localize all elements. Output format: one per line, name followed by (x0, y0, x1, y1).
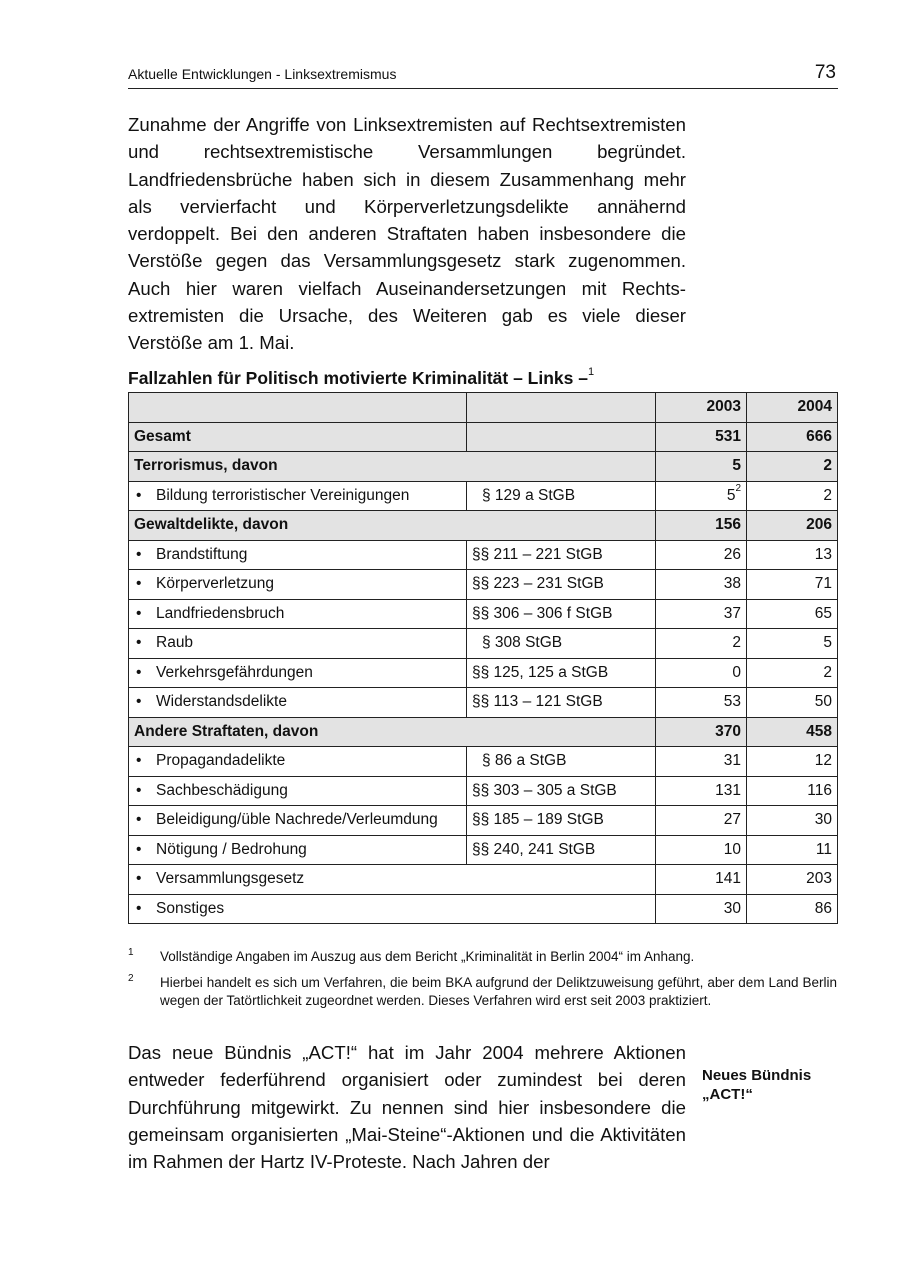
other-offences-group-row (129, 717, 838, 747)
item-2003 (656, 688, 747, 718)
item-label: • Landfriedensbruch (129, 599, 467, 629)
item-2003 (656, 806, 747, 836)
footnote-text: Hierbei handelt es sich um Verfahren, die beim BKA aufgrund der Deliktzuweisung geführt, aber dem Land Berlin wegen der Tatörtlichkeit zugeordnet werden. Dieses Verfahren wird erst seit 2003 praktiziert. (160, 975, 837, 1008)
item-label: • Raub (129, 629, 467, 659)
statistics-table (128, 392, 838, 924)
item-2003: 30 (656, 894, 747, 924)
item-2004: 11 (747, 835, 838, 865)
margin-note-line2: „ACT!“ (702, 1086, 753, 1103)
item-2003 (656, 540, 747, 570)
item-2003-value: 5 (726, 486, 736, 504)
item-label: • Verkehrsgefährdungen (129, 658, 467, 688)
table-row (129, 481, 838, 511)
item-2003: 141 (656, 865, 747, 895)
table-row (129, 835, 838, 865)
group-label: Gewaltdelikte, davon (129, 511, 656, 541)
terrorism-group-row (129, 452, 838, 482)
group-label: Terrorismus, davon (129, 452, 656, 482)
table-row (129, 776, 838, 806)
item-2003-value: 0 (732, 663, 741, 681)
table-row (129, 540, 838, 570)
footnote-mark: 1 (128, 947, 134, 958)
footnote-2 (128, 974, 837, 1010)
item-law: §§ 125, 125 a StGB (467, 658, 656, 688)
item-label: • Brandstiftung (129, 540, 467, 570)
item-2004: 2 (747, 658, 838, 688)
table-row (129, 658, 838, 688)
item-2003 (656, 570, 747, 600)
year-2003-header: 2003 (656, 393, 747, 423)
footnote-text: Vollständige Angaben im Auszug aus dem Bericht „Kriminalität in Berlin 2004“ im Anhang. (160, 949, 695, 964)
item-2004: 71 (747, 570, 838, 600)
violence-group-row (129, 511, 838, 541)
table-caption-text: Fallzahlen für Politisch motivierte Kriminalität – Links – (128, 368, 588, 388)
table-row (129, 629, 838, 659)
total-2004: 666 (747, 422, 838, 452)
item-2003-value: 53 (723, 693, 741, 711)
margin-note-line1: Neues Bündnis (702, 1067, 812, 1084)
item-label: • Widerstandsdelikte (129, 688, 467, 718)
item-2003-value: 131 (715, 781, 741, 799)
item-label: • Propagandadelikte (129, 747, 467, 777)
item-label: • Versammlungsgesetz (129, 865, 656, 895)
total-2003: 531 (656, 422, 747, 452)
item-law: § 86 a StGB (467, 747, 656, 777)
year-2004-header: 2004 (747, 393, 838, 423)
item-law: §§ 303 – 305 a StGB (467, 776, 656, 806)
item-law: §§ 185 – 189 StGB (467, 806, 656, 836)
item-2004: 2 (747, 481, 838, 511)
item-law: §§ 223 – 231 StGB (467, 570, 656, 600)
table-row (129, 688, 838, 718)
item-2003-value: 38 (723, 575, 741, 593)
caption-footnote-ref: 1 (587, 366, 595, 378)
group-2004: 458 (747, 717, 838, 747)
item-law: § 129 a StGB (467, 481, 656, 511)
item-2003-value: 26 (723, 545, 741, 563)
table-row (129, 806, 838, 836)
item-2004: 116 (747, 776, 838, 806)
table-row (129, 747, 838, 777)
total-label: Gesamt (129, 422, 467, 452)
item-2004: 30 (747, 806, 838, 836)
header-cell-empty (467, 393, 656, 423)
item-2003 (656, 776, 747, 806)
margin-note (702, 1066, 811, 1104)
item-label: • Nötigung / Bedrohung (129, 835, 467, 865)
item-2003 (656, 658, 747, 688)
item-2003-value: 2 (732, 634, 741, 652)
group-2003: 5 (656, 452, 747, 482)
item-2003 (656, 629, 747, 659)
item-label: • Körperverletzung (129, 570, 467, 600)
footnote-1 (128, 948, 837, 966)
body-paragraph-2: Das neue Bündnis „ACT!“ hat im Jahr 2004 mehrere Aktionen entweder federführend organisiert oder zumindest bei deren Durchführung mitgewirkt. Zu nennen sind hier insbesondere die gemeinsam organisierten „Mai-Steine“-Aktionen und die Aktivitäten im Rahmen der Hartz IV-Proteste. Nach Jahren der (128, 1042, 686, 1173)
item-2003-value: 31 (723, 752, 741, 770)
running-header (128, 62, 838, 89)
total-law-empty (467, 422, 656, 452)
item-2004: 203 (747, 865, 838, 895)
table-header-row (129, 393, 838, 423)
table-row (129, 570, 838, 600)
group-2003: 156 (656, 511, 747, 541)
item-law: §§ 211 – 221 StGB (467, 540, 656, 570)
group-label: Andere Straftaten, davon (129, 717, 656, 747)
table-row (129, 894, 838, 924)
item-2003 (656, 481, 747, 511)
group-2003: 370 (656, 717, 747, 747)
item-2003-value: 37 (723, 604, 741, 622)
item-law: § 308 StGB (467, 629, 656, 659)
item-2004: 5 (747, 629, 838, 659)
group-2004: 2 (747, 452, 838, 482)
item-label: • Bildung terroristischer Vereinigungen (129, 481, 467, 511)
body-paragraph-1: Zunahme der Angriffe von Linksextremisten auf Rechtsextremisten und rechtsextremistische Versammlungen begründet. Landfriedensbrüche haben sich in diesem Zusammenhang mehr als vervierfacht und Körperverletzungsdelikte annähernd verdoppelt. Bei den anderen Straftaten haben insbesondere die Verstöße gegen das Versammlungsgesetz stark zugenommen. Auch hier waren vielfach Auseinandersetzungen mit Rechtsextremisten die Ursache, des Weiteren gab es viele dieser Verstöße am 1. Mai. (128, 114, 686, 354)
item-2004: 13 (747, 540, 838, 570)
item-law: §§ 306 – 306 f StGB (467, 599, 656, 629)
footnote-mark: 2 (128, 973, 134, 984)
item-2003-value: 10 (723, 840, 741, 858)
table-caption (128, 368, 594, 389)
item-label: • Sachbeschädigung (129, 776, 467, 806)
item-label: • Sonstiges (129, 894, 656, 924)
item-2004: 86 (747, 894, 838, 924)
item-2003 (656, 599, 747, 629)
header-title: Aktuelle Entwicklungen - Linksextremismus (128, 66, 397, 82)
table-row (129, 865, 838, 895)
header-cell-empty (129, 393, 467, 423)
item-2003-value: 27 (723, 811, 741, 829)
group-2004: 206 (747, 511, 838, 541)
page-number: 73 (814, 62, 836, 83)
table-row (129, 599, 838, 629)
item-label: • Beleidigung/üble Nachrede/Verleumdung (129, 806, 467, 836)
total-row (129, 422, 838, 452)
footnote-ref: 2 (735, 482, 741, 494)
item-law: §§ 240, 241 StGB (467, 835, 656, 865)
item-2004: 50 (747, 688, 838, 718)
item-2004: 65 (747, 599, 838, 629)
item-2004: 12 (747, 747, 838, 777)
item-law: §§ 113 – 121 StGB (467, 688, 656, 718)
item-2003 (656, 747, 747, 777)
item-2003 (656, 835, 747, 865)
